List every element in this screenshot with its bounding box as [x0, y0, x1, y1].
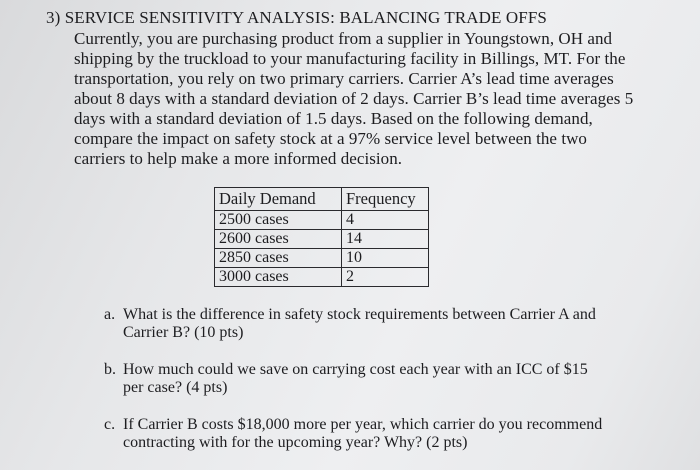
subquestion-line: What is the difference in safety stock requirements between Carrier A and	[123, 306, 596, 323]
subquestion-line: If Carrier B costs $18,000 more per year, which carrier do you recommend	[123, 416, 603, 433]
paragraph-line: compare the impact on safety stock at a 97% service level between the two	[74, 129, 587, 148]
paragraph-line: days with a standard deviation of 1.5 days. Based on the following demand,	[74, 109, 593, 128]
subquestion-line: Carrier B? (10 pts)	[123, 324, 244, 341]
table-row	[215, 230, 429, 249]
demand-cell: 2500 cases	[215, 211, 342, 230]
subquestion-line: How much could we save on carrying cost each year with an ICC of $15	[123, 361, 588, 378]
paragraph-line: Currently, you are purchasing product from a supplier in Youngstown, OH and	[74, 29, 613, 48]
paragraph-line: about 8 days with a standard deviation of 2 days. Carrier B’s lead time averages 5	[74, 89, 634, 108]
subquestion-letter: b.	[104, 361, 116, 378]
demand-table	[214, 187, 429, 287]
header-frequency: Frequency	[342, 188, 429, 211]
table-row	[215, 249, 429, 268]
header-daily-demand: Daily Demand	[215, 188, 342, 211]
demand-cell: 2600 cases	[215, 230, 342, 249]
table-row	[215, 211, 429, 230]
demand-cell: 2850 cases	[215, 249, 342, 268]
paragraph-line: carriers to help make a more informed decision.	[74, 149, 403, 168]
frequency-cell: 4	[342, 211, 429, 230]
table-row	[215, 268, 429, 287]
frequency-cell: 14	[342, 230, 429, 249]
subquestion-line: per case? (4 pts)	[123, 379, 228, 396]
frequency-cell: 2	[342, 268, 429, 287]
paragraph-line: shipping by the truckload to your manufacturing facility in Billings, MT. For the	[74, 49, 626, 68]
frequency-cell: 10	[342, 249, 429, 268]
question-heading: 3) SERVICE SENSITIVITY ANALYSIS: BALANCING TRADE OFFS	[46, 8, 547, 27]
paragraph-line: transportation, you rely on two primary carriers. Carrier A’s lead time averages	[74, 69, 614, 88]
table-header-row	[215, 188, 429, 211]
subquestion-line: contracting with for the upcoming year? Why? (2 pts)	[123, 434, 468, 451]
subquestion-letter: a.	[104, 306, 116, 323]
subquestion-letter: c.	[104, 416, 116, 433]
demand-cell: 3000 cases	[215, 268, 342, 287]
